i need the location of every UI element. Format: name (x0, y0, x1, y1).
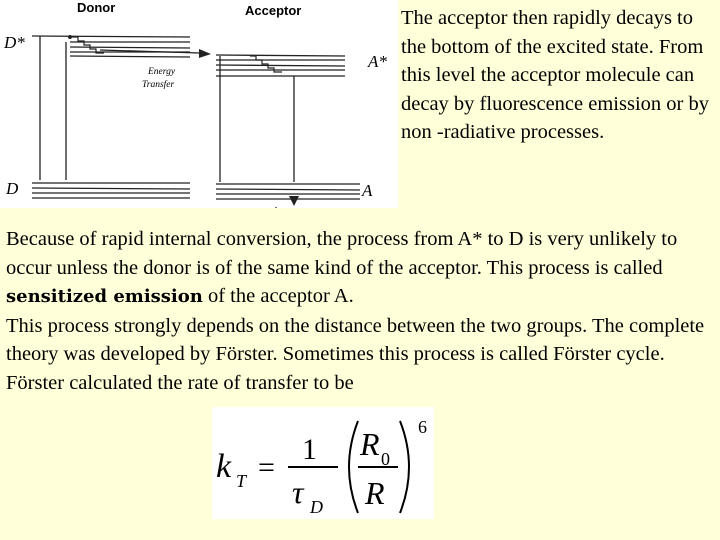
formula-right-paren (400, 421, 409, 513)
energy-transfer-diagram (0, 0, 398, 208)
formula-tau-subscript: D (310, 497, 323, 517)
formula-exponent: 6 (418, 417, 427, 437)
acceptor-header: Acceptor (245, 3, 302, 18)
side-paragraph: The acceptor then rapidly decays to the bottom of the excited state. From this level the acceptor molecule can decay by fluorescence emission or by non -radiative processes. (401, 7, 709, 143)
formula-numerator: 1 (302, 433, 317, 466)
body-text (6, 225, 718, 397)
label-acceptor-excited: A* (368, 52, 387, 71)
body-paragraph-2: This process strongly depends on the distance between the two groups. The complete theory was developed by Förster. Sometimes this process is called Förster cycle. Förster calculated the rate of transfer to be (6, 314, 705, 394)
donor-levels (32, 36, 190, 198)
donor-header: Donor (77, 0, 116, 15)
formula-r0-subscript: 0 (381, 449, 390, 469)
formula-equals: = (258, 451, 275, 484)
donor-relaxation-steps (72, 37, 104, 53)
scan-speck (275, 207, 277, 208)
formula-tau: τ (292, 474, 304, 510)
forster-rate-formula (212, 407, 434, 519)
label-donor-ground: D (6, 179, 19, 198)
energy-transfer-label-line1: Energy (148, 67, 176, 77)
body-p1-before: Because of rapid internal conversion, the process from A* to D is very unlikely to occur unless the donor is of the same kind of the acceptor. This process is called (6, 228, 678, 279)
energy-transfer-label-line2: Transfer (142, 80, 175, 90)
sensitized-emission-term: sensitized emission (6, 286, 203, 307)
jablonski-svg (0, 0, 398, 208)
donor-start-dot (68, 35, 72, 39)
formula-r0: R (360, 426, 380, 462)
label-donor-excited: D* (4, 33, 25, 52)
energy-transfer-arrowhead (199, 49, 211, 58)
body-p1-after: of the acceptor A. (202, 285, 354, 307)
emission-arrowhead (289, 196, 299, 206)
formula-r: R (365, 475, 385, 511)
formula-left-paren (349, 421, 358, 513)
formula-k-subscript: T (236, 471, 247, 491)
label-acceptor-ground: A (362, 181, 373, 200)
formula-k: k (216, 448, 232, 485)
acceptor-levels (216, 55, 360, 199)
body-paragraph-1 (6, 225, 718, 312)
acceptor-verticals (220, 56, 294, 182)
donor-verticals (40, 36, 66, 180)
formula-svg (212, 407, 434, 519)
